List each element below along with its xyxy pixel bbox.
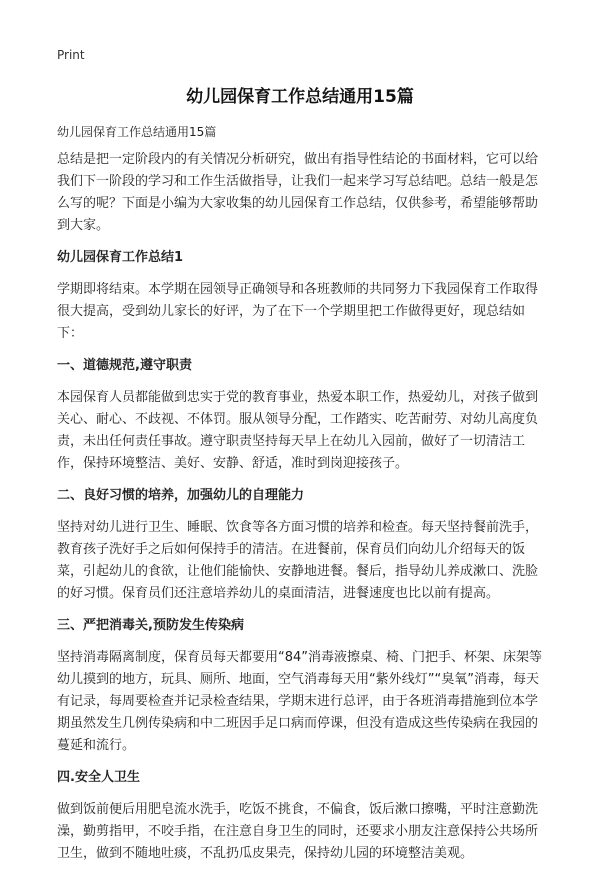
subtitle: 幼儿园保育工作总结通用15篇: [57, 125, 217, 139]
section-heading: 三、严把消毒关,预防发生传染病: [57, 618, 244, 633]
document-title: 幼儿园保育工作总结通用15篇: [186, 87, 414, 107]
section-heading: 一、道德规范,遵守职责: [57, 358, 192, 373]
document-body: [57, 121, 549, 873]
section-paragraph: 本园保育人员都能做到忠实于党的教育事业，热爱本职工作，热爱幼儿，对孩子做到关心、耐心、不歧视、不体罚。服从领导分配，工作踏实、吃苦耐劳、对幼儿高度负责，未出任何责任事故。遵守职责坚持每天早上在幼儿入园前，做好了一切清洁工作，保持环境整洁、美好、安静、舒适，准时到岗迎接孩子。: [57, 390, 539, 471]
section-paragraph: 做到饭前便后用肥皂流水洗手，吃饭不挑食，不偏食，饭后漱口擦嘴，平时注意勤洗澡，勤剪指甲，不咬手指，在注意自身卫生的同时，还要求小朋友注意保持公共场所卫生，做到不随地吐痰，不乱扔瓜皮果壳，保持幼儿园的环境整洁美观。: [57, 802, 539, 861]
section-paragraph: 坚持消毒隔离制度，保育员每天都要用“84”消毒液擦桌、椅、门把手、杯架、床架等幼儿摸到的地方，玩具、厕所、地面，空气消毒每天用“紫外线灯”“臭氧”消毒，每天有记录，每周要检查并记录检查结果，学期末进行总评，由于各班消毒措施到位本学期虽然发生几例传染病和中二班因手足口病而停课，但没有造成这些传染病在我园的蔓延和流行。: [57, 650, 543, 753]
section-heading: 二、良好习惯的培养，加强幼儿的自理能力: [57, 488, 305, 503]
section-title: 幼儿园保育工作总结1: [57, 250, 184, 265]
section-paragraph: 坚持对幼儿进行卫生、睡眠、饮食等各方面习惯的培养和检查。每天坚持餐前洗手，教育孩子洗好手之后如何保持手的清洁。在进餐前，保育员们向幼儿介绍每天的饭菜，引起幼儿的食欲，让他们能愉快、安静地进餐。餐后，指导幼儿养成漱口、洗脸的好习惯。保育员们还注意培养幼儿的桌面清洁，进餐速度也比以前有提高。: [57, 520, 539, 601]
print-link[interactable]: Print: [57, 48, 85, 62]
section-heading: 四.安全人卫生: [57, 770, 140, 785]
opening-paragraph: 学期即将结束。本学期在园领导正确领导和各班教师的共同努力下我园保育工作取得很大提高，受到幼儿家长的好评，为了在下一个学期里把工作做得更好，现总结如下：: [57, 282, 539, 341]
intro-paragraph: 总结是把一定阶段内的有关情况分析研究，做出有指导性结论的书面材料，它可以给我们下一阶段的学习和工作生活做指导，让我们一起来学习写总结吧。总结一般是怎么写的呢？下面是小编为大家收集的幼儿园保育工作总结，仅供参考，希望能够帮助到大家。: [57, 152, 539, 233]
